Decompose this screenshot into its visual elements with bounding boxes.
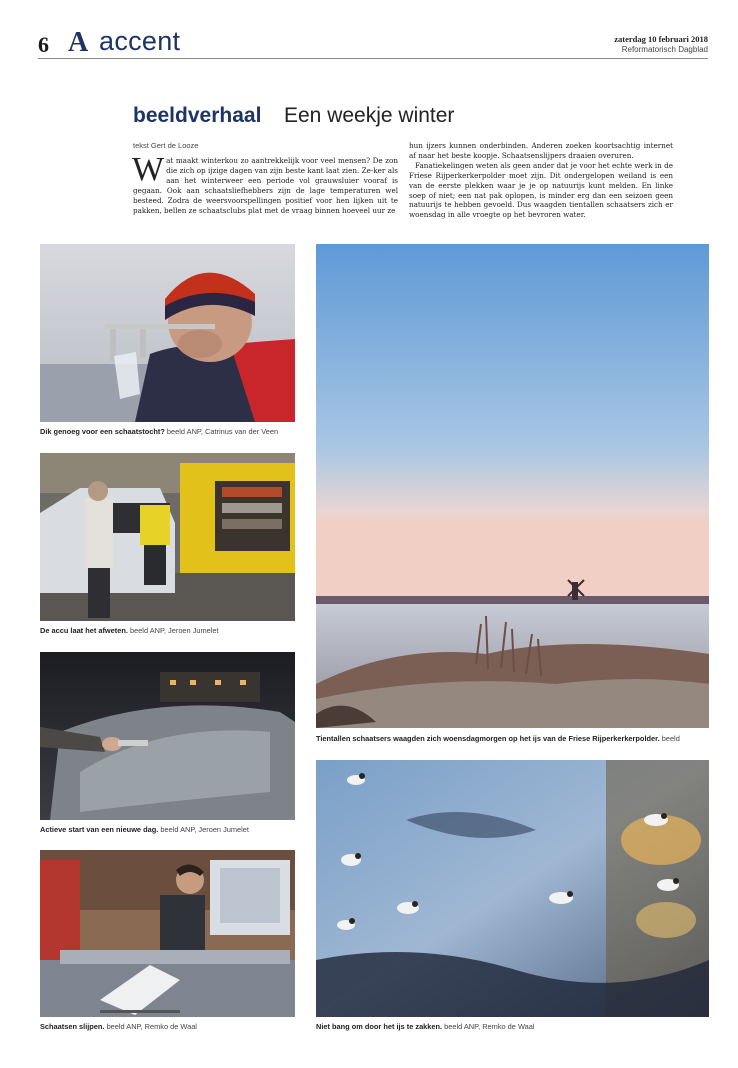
dropcap: W bbox=[132, 151, 165, 188]
column-1-text: at maakt winterkou zo aantrekkelijk voor veel mensen? De zon die zich op ijzige dagen van zijn beste kant laat zien. Ze-ker als aan het winterweer een periode vol grauwsluier vooraf is gegaan. Ook aan schaatsliefhebbers zijn de lage temperaturen wel besteed. Zodra de weersvoorspellingen positief voor hen lijken uit te pakken, bellen ze schaatsclubs plat met de vraag binnen hoeveel uur ze bbox=[133, 156, 398, 215]
photo-car-battery bbox=[40, 453, 295, 621]
photo-skate-sharpening bbox=[40, 850, 295, 1017]
newspaper-logo: A bbox=[68, 27, 89, 58]
article-kicker: beeldverhaal bbox=[133, 104, 262, 127]
article-headline: Een weekje winter bbox=[284, 104, 455, 127]
photo-frozen-polder bbox=[316, 244, 709, 728]
article-byline: tekst Gert de Looze bbox=[133, 141, 199, 150]
photo-caption: Niet bang om door het ijs te zakken. beeld ANP, Remko de Waal bbox=[316, 1022, 535, 1031]
article-column-2 bbox=[409, 141, 673, 220]
photo-caption: Schaatsen slijpen. beeld ANP, Remko de Waal bbox=[40, 1022, 197, 1031]
page-number: 6 bbox=[38, 32, 49, 57]
section-title: accent bbox=[99, 26, 181, 56]
header-rule bbox=[38, 58, 708, 59]
photo-caption: Tientallen schaatsers waagden zich woensdagmorgen op het ijs van de Friese Rijperkerkerpolder. beeld bbox=[316, 734, 680, 743]
issue-date: zaterdag 10 februari 2018 bbox=[614, 34, 708, 44]
photo-gulls-on-ice bbox=[316, 760, 709, 1017]
column-2-paragraph-1: hun ijzers kunnen onderbinden. Anderen zoeken koortsachtig internet af naar het beste koopje. Schaatsenslijpers draaien overuren. bbox=[409, 141, 673, 160]
photo-windshield-scrape bbox=[40, 652, 295, 820]
photo-ice-measure bbox=[40, 244, 295, 422]
column-2-paragraph-2: Fanatiekelingen weten als geen ander dat je voor het echte werk in de Friese Rijperkerkerpolder moet zijn. Dit ondergelopen weiland is een van de eerste plekken waar je je op natuurijs kunt melden. En linke soep of niet; een nat pak oplopen, is minder erg dan een seizoen geen natuurijs te hebben gevoeld. Dus waagden tientallen schaatsers zich er woensdag in alle vroegte op het bevroren water. bbox=[409, 160, 673, 220]
photo-caption: Actieve start van een nieuwe dag. beeld ANP, Jeroen Jumelet bbox=[40, 825, 249, 834]
article-column-1 bbox=[132, 151, 398, 215]
photo-caption: De accu laat het afweten. beeld ANP, Jeroen Jumelet bbox=[40, 626, 219, 635]
photo-caption: Dik genoeg voor een schaatstocht? beeld ANP, Catrinus van der Veen bbox=[40, 427, 279, 436]
newspaper-name: Reformatorisch Dagblad bbox=[621, 45, 708, 54]
